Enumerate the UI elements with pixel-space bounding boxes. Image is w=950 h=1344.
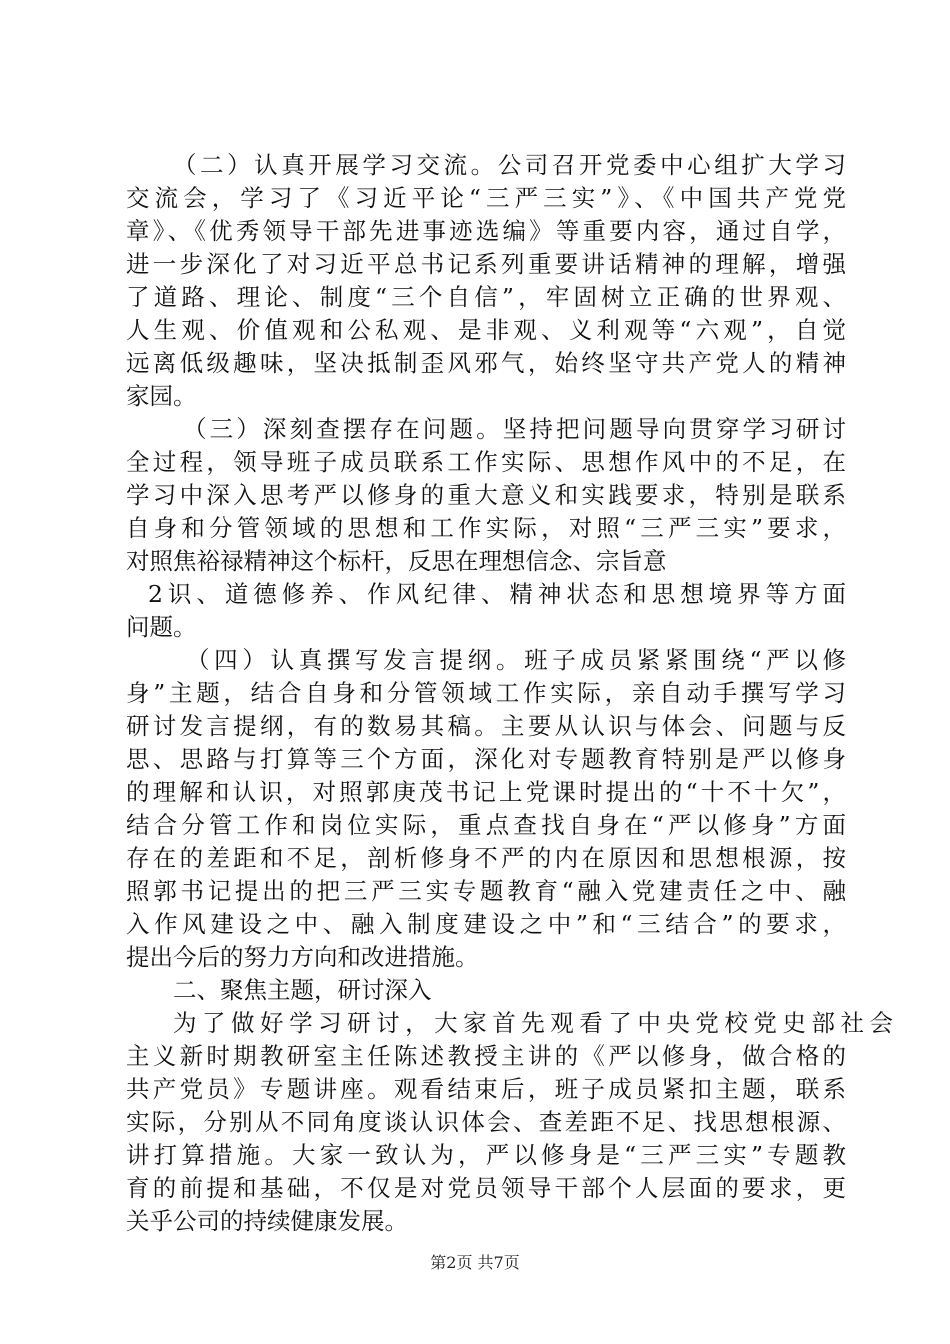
paragraph-line: （四）认真撰写发言提纲。班子成员紧紧围绕“严以修 (186, 646, 846, 674)
paragraph-line: 家园。 (126, 382, 197, 410)
paragraph-line: 研讨发言提纲，有的数易其稿。主要从认识与体会、问题与反 (126, 712, 846, 740)
paragraph-line: 2识、道德修养、作风纪律、精神状态和思想境界等方面 (148, 580, 846, 608)
paragraph-line: 实际，分别从不同角度谈认识体会、查差距不足、找思想根源、 (126, 1108, 846, 1136)
paragraph-line: （三）深刻查摆存在问题。坚持把问题导向贯穿学习研讨 (183, 415, 846, 443)
paragraph-line: 问题。 (126, 613, 197, 641)
paragraph-line: 主义新时期教研室主任陈述教授主讲的《严以修身，做合格的 (126, 1042, 846, 1070)
paragraph-line: 远离低级趣味，坚决抵制歪风邪气，始终坚守共产党人的精神 (126, 349, 846, 377)
paragraph-line: 共产党员》专题讲座。观看结束后，班子成员紧扣主题，联系 (126, 1075, 846, 1103)
paragraph-line: 提出今后的努力方向和改进措施。 (126, 943, 479, 971)
paragraph-line: 思、思路与打算等三个方面，深化对专题教育特别是严以修身 (126, 745, 846, 773)
paragraph-line: 全过程，领导班子成员联系工作实际、思想作风中的不足，在 (126, 448, 846, 476)
paragraph-line: 身”主题，结合自身和分管领域工作实际，亲自动手撰写学习 (126, 679, 846, 707)
page-footer: 第2页 共7页 (430, 1253, 520, 1272)
section-heading: 二、聚焦主题，研讨深入 (173, 976, 432, 1004)
paragraph-line: 存在的差距和不足，剖析修身不严的内在原因和思想根源，按 (126, 844, 846, 872)
paragraph-line: 讲打算措施。大家一致认为，严以修身是“三严三实”专题教 (126, 1141, 846, 1169)
paragraph-line: 结合分管工作和岗位实际，重点查找自身在“严以修身”方面 (126, 811, 846, 839)
paragraph-line: 学习中深入思考严以修身的重大意义和实践要求，特别是联系 (126, 481, 846, 509)
paragraph-line: 交流会，学习了《习近平论“三严三实”》、《中国共产党党 (126, 184, 846, 212)
paragraph-line: 自身和分管领域的思想和工作实际，对照“三严三实”要求， (126, 514, 846, 542)
paragraph-line: 入作风建设之中、融入制度建设之中”和“三结合”的要求， (126, 910, 846, 938)
paragraph-line: 照郭书记提出的把三严三实专题教育“融入党建责任之中、融 (126, 877, 846, 905)
paragraph-line: 章》、《优秀领导干部先进事迹选编》等重要内容，通过自学， (126, 217, 846, 245)
paragraph-line: 的理解和认识，对照郭庚茂书记上党课时提出的“十不十欠”， (126, 778, 846, 806)
paragraph-line: 育的前提和基础，不仅是对党员领导干部个人层面的要求，更 (126, 1174, 846, 1202)
paragraph-line: 人生观、价值观和公私观、是非观、义利观等“六观”，自觉 (126, 316, 846, 344)
paragraph-line: 进一步深化了对习近平总书记系列重要讲话精神的理解，增强 (126, 250, 846, 278)
paragraph-line: （二）认真开展学习交流。公司召开党委中心组扩大学习 (173, 151, 846, 179)
paragraph-line: 了道路、理论、制度“三个自信”，牢固树立正确的世界观、 (126, 283, 846, 311)
paragraph-line: 关乎公司的持续健康发展。 (126, 1207, 408, 1235)
paragraph-line: 为了做好学习研讨，大家首先观看了中央党校党史部社会 (173, 1009, 893, 1037)
paragraph-line: 对照焦裕禄精神这个标杆，反思在理想信念、宗旨意 (126, 547, 667, 575)
